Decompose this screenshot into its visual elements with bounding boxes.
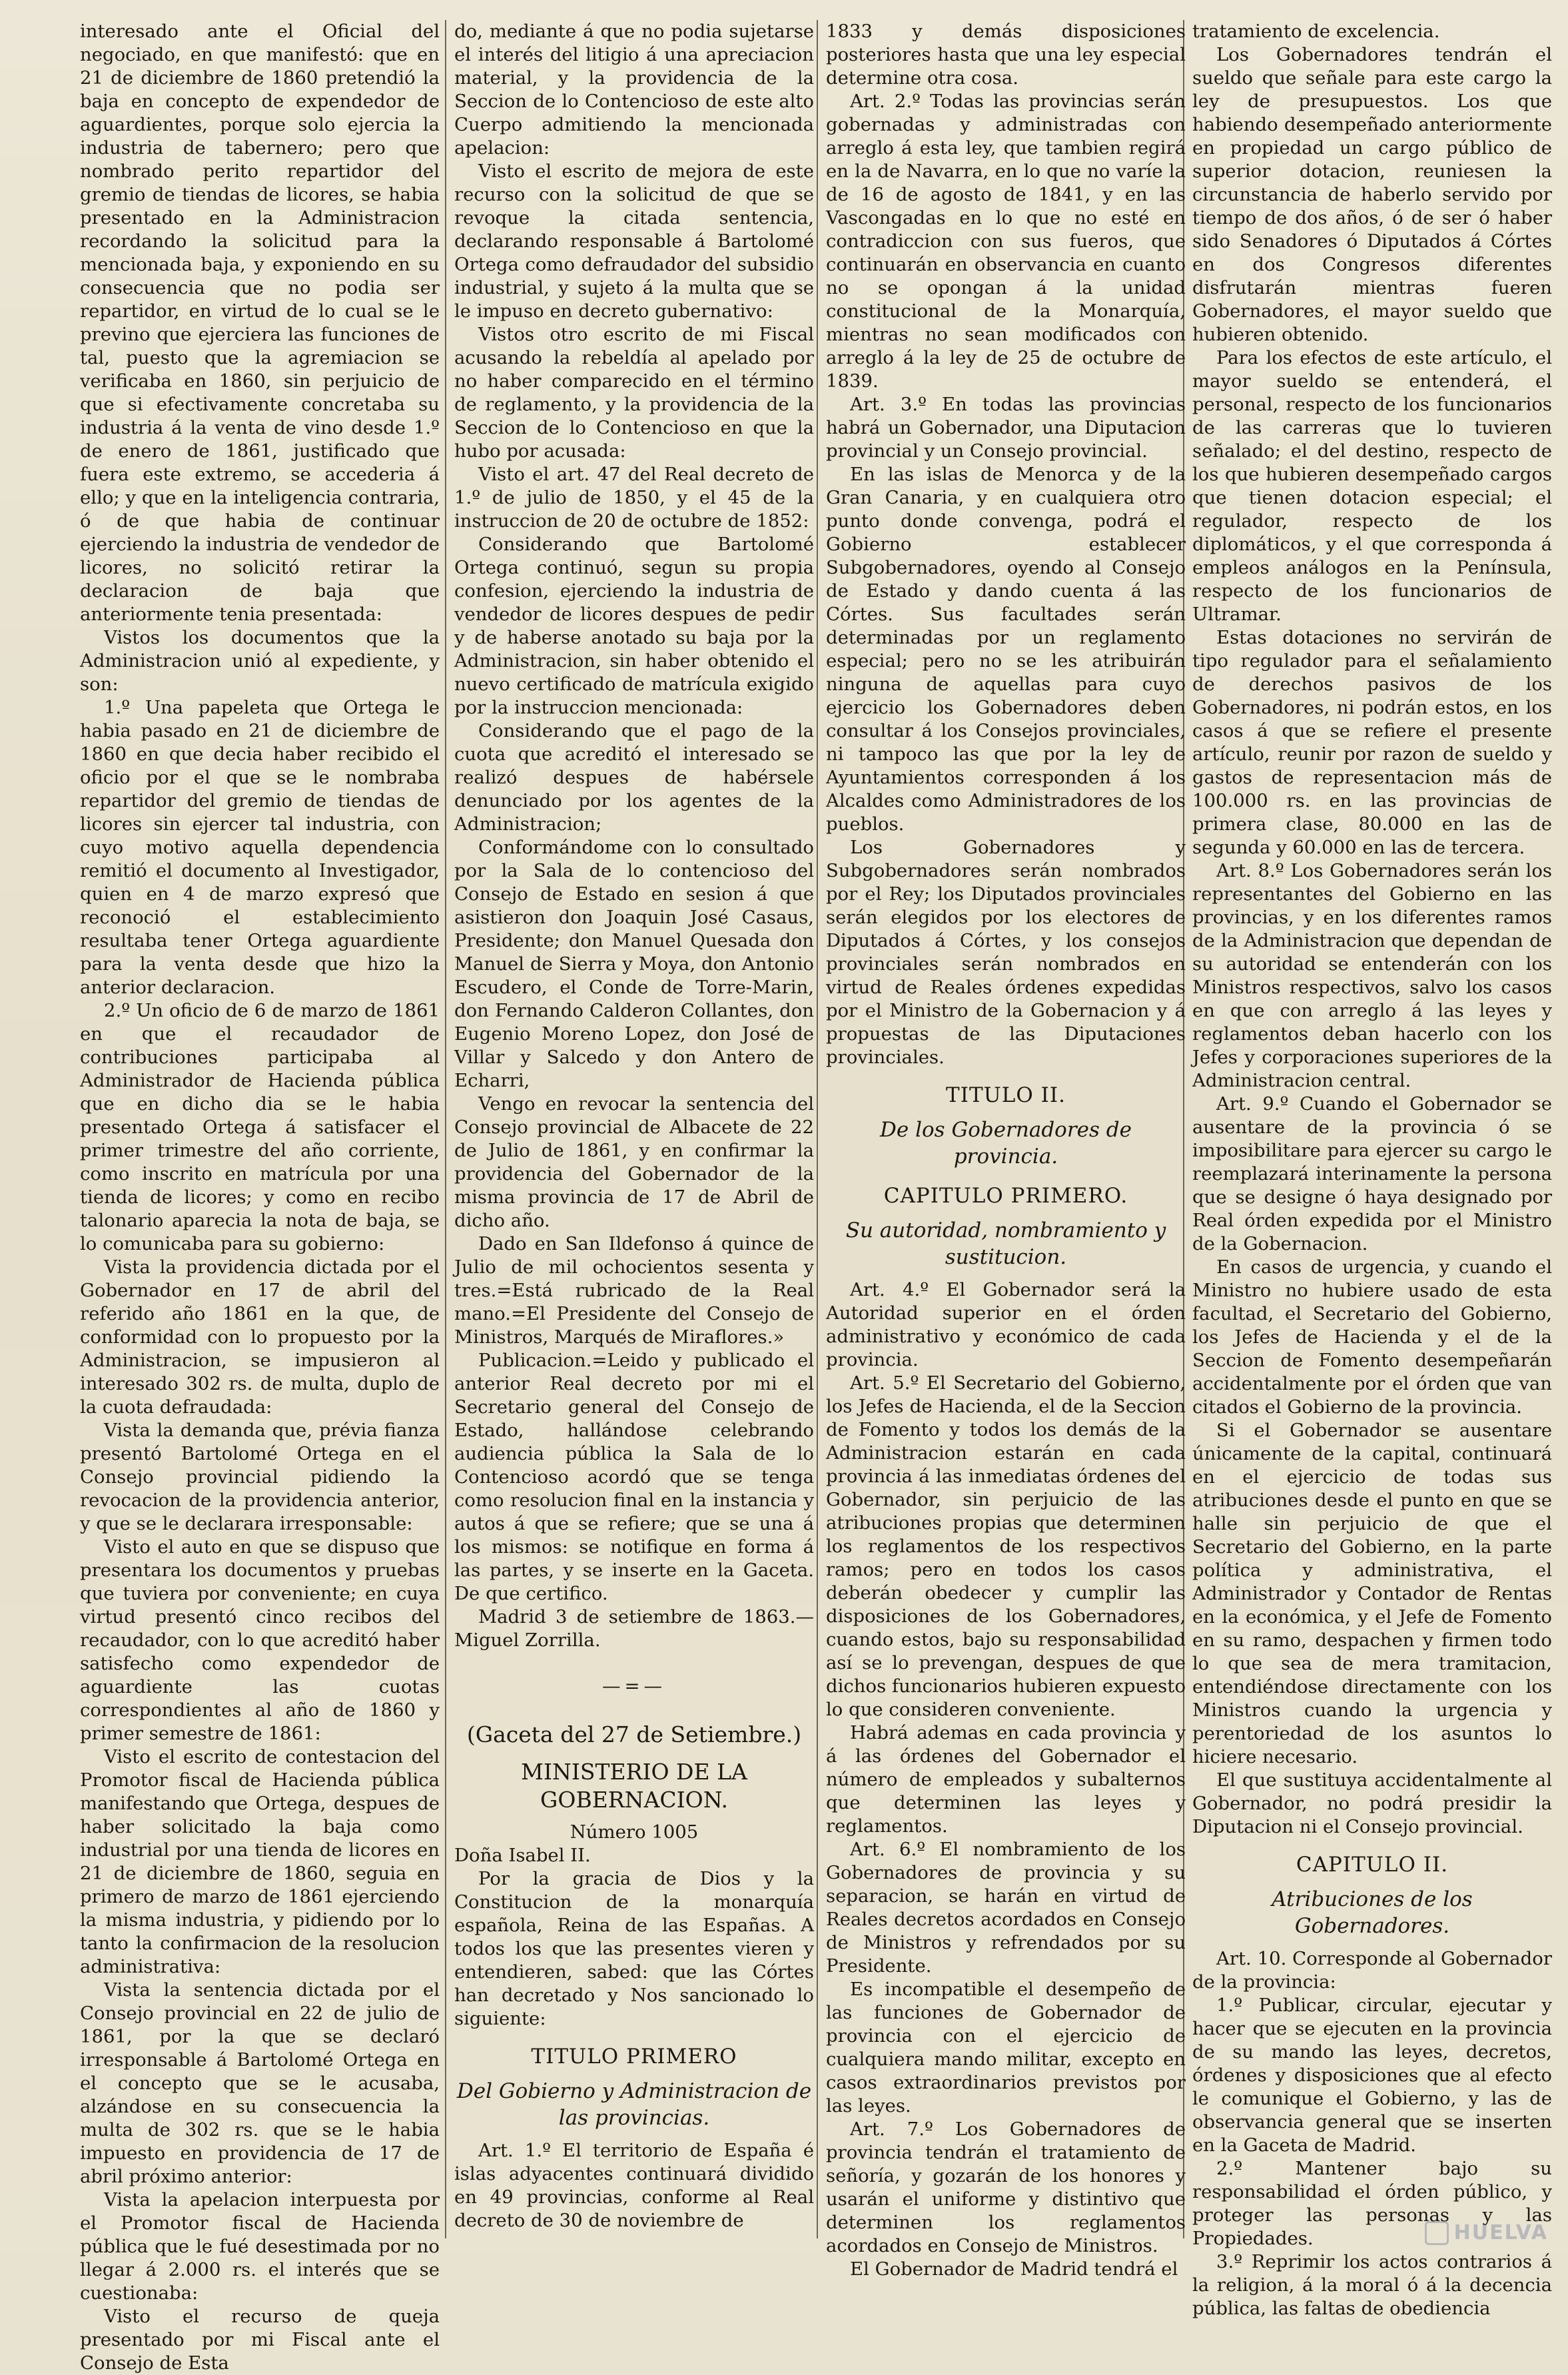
- paragraph: Visto el art. 47 del Real decreto de 1.º de julio de 1850, y el 45 de la instruccion de 20 de octubre de 1852:: [454, 464, 814, 532]
- paragraph: Visto el recurso de queja presentado por mi Fiscal ante el Consejo de Esta: [80, 2306, 440, 2374]
- section-heading: MINISTERIO DE LA GOBERNACION.: [521, 1759, 747, 1813]
- section-subheading: Atribuciones de los Gobernadores.: [1272, 1887, 1473, 1938]
- section-subheading: Del Gobierno y Administracion de las provincias.: [456, 2079, 812, 2130]
- paragraph: Publicacion.=Leido y publicado el anterior Real decreto por mi el Secretario general del Consejo de Estado, hallándose celebrando audiencia pública la Sala de lo Contencioso acordó que se tenga como resolucion final en la instancia y autos á que se refiere; que se una á los mismos: se notifique en forma á las partes, y se inserte en la Gaceta. De que certifico.: [454, 1350, 814, 1604]
- section-heading: (Gaceta del 27 de Setiembre.): [466, 1721, 802, 1747]
- paragraph: Visto el escrito de mejora de este recurso con la solicitud de que se revoque la citada sentencia, declarando responsable á Bartolomé Ortega como defraudador del subsidio industrial, y sujeto á la multa que se le impuso en decreto gubernativo:: [454, 161, 814, 322]
- paragraph: Estas dotaciones no servirán de tipo regulador para el señalamiento de derechos pasivos de los Gobernadores, ni podrán estos, en los casos á que se refiere el presente artículo, reunir por razon de sueldo y gastos de representacion más de 100.000 rs. en las provincias de primera clase, 80.000 en las de segunda y 60.000 en las de tercera.: [1192, 627, 1552, 858]
- text-column-1: [80, 20, 440, 2375]
- library-watermark: [1425, 2221, 1548, 2246]
- section-subheading: De los Gobernadores de provincia.: [880, 1118, 1132, 1169]
- text-column-4: [1192, 20, 1552, 2320]
- paragraph: Conformándome con lo consultado por la Sala de lo contencioso del Consejo de Estado en sesion á que asistieron don Joaquin José Casaus, Presidente; don Manuel Quesada don Manuel de Sierra y Moya, don Antonio Escudero, el Conde de Torre-Marin, don Fernando Calderon Collantes, don Eugenio Moreno Lopez, don José de Villar y Salcedo y don Antero de Echarri,: [454, 837, 814, 1091]
- watermark-logo-icon: [1425, 2221, 1449, 2245]
- paragraph: El que sustituya accidentalmente al Gobernador, no podrá presidir la Diputacion ni el Consejo provincial.: [1192, 1769, 1552, 1837]
- column-rule: [445, 20, 446, 2238]
- paragraph: tratamiento de excelencia.: [1192, 21, 1440, 42]
- titulo-heading: TITULO PRIMERO: [531, 2045, 737, 2069]
- paragraph: 2.º Un oficio de 6 de marzo de 1861 en que el recaudador de contribuciones participaba al Administrador de Hacienda pública que en dicho dia se le habia presentado Ortega á satisfacer el primer trimestre del año corriente, como inscrito en matrícula por una tienda de licores; y como en recibo talonario aparecia la nota de baja, se lo comunicaba para su gobierno:: [80, 1000, 440, 1254]
- paragraph: Art. 10. Corresponde al Gobernador de la provincia:: [1192, 1948, 1552, 1993]
- paragraph: do, mediante á que no podia sujetarse el interés del litigio á una apreciacion material, y la providencia de la Seccion de lo Contencioso de este alto Cuerpo admitiendo la mencionada apelacion:: [454, 21, 814, 159]
- section-subheading: Su autoridad, nombramiento y sustitucion.: [845, 1218, 1166, 1269]
- paragraph: Considerando que el pago de la cuota que acreditó el interesado se realizó despues de habérsele denunciado por los agentes de la Administracion;: [454, 720, 814, 835]
- titulo-heading: CAPITULO II.: [1296, 1853, 1449, 1877]
- watermark-text: HUELVA: [1453, 2220, 1548, 2244]
- paragraph: Dado en San Ildefonso á quince de Julio de mil ochocientos sesenta y tres.=Está rubricado de la Real mano.=El Presidente del Consejo de Ministros, Marqués de Miraflores.»: [454, 1233, 814, 1348]
- paragraph: Art. 6.º El nombramiento de los Gobernadores de provincia y su separacion, se harán en virtud de Reales decretos acordados en Consejo de Ministros y refrendados por su Presidente.: [826, 1839, 1186, 1977]
- paragraph: Art. 2.º Todas las provincias serán gobernadas y administradas con arreglo á esta ley, que tambien regirá en la de Navarra, en lo que no varíe la de 16 de agosto de 1841, y en las Vascongadas en lo que no esté en contradiccion con sus fueros, que continuarán en observancia en cuanto no se opongan á la unidad constitucional de la Monarquía, mientras no sean modificados con arreglo á la ley de 25 de octubre de 1839.: [826, 91, 1186, 392]
- titulo-heading: TITULO II.: [946, 1083, 1066, 1107]
- paragraph: En las islas de Menorca y de la Gran Canaria, y en cualquiera otro punto donde convenga, podrá el Gobierno establecer Subgobernadores, oyendo al Consejo de Estado y dando cuenta á las Córtes. Sus facultades serán determinadas por un reglamento especial; pero no se les atribuirán ninguna de aquellas para cuyo ejercicio los Gobernadores deben consultar á los Consejos provinciales, ni tampoco las que por la ley de Ayuntamientos corresponden á los Alcaldes como Administradores de los pueblos.: [826, 464, 1186, 835]
- paragraph: Art. 5.º El Secretario del Gobierno, los Jefes de Hacienda, el de la Seccion de Fomento y todos los demás de la Administracion estarán en cada provincia á las inmediatas órdenes del Gobernador, sin perjuicio de las atribuciones propias que determinen los reglamentos de los respectivos ramos; pero en todos los casos deberán obedecer y cumplir las disposiciones de los Gobernadores, cuando estos, bajo su responsabilidad así se lo prevengan, despues de que dichos funcionarios hubieren expuesto lo que consideren conveniente.: [826, 1372, 1186, 1720]
- paragraph: Para los efectos de este artículo, el mayor sueldo se entenderá, el personal, respecto de los funcionarios de las carreras que lo tuvieren señalado; el del destino, respecto de los que hubieren desempeñado cargos que tienen dotacion especial; el regulador, respecto de los diplomáticos, y el que corresponda á empleos análogos en la Península, respecto de los funcionarios de Ultramar.: [1192, 347, 1552, 625]
- paragraph: Los Gobernadores y Subgobernadores serán nombrados por el Rey; los Diputados provinciales serán elegidos por los electores de Diputados á Córtes, y los consejos provinciales serán nombrados en virtud de Reales órdenes expedidas por el Ministro de la Gobernacion y á propuestas de las Diputaciones provinciales.: [826, 837, 1186, 1068]
- paragraph: En casos de urgencia, y cuando el Ministro no hubiere usado de esta facultad, el Secretario del Gobierno, los Jefes de Hacienda y el de la Seccion de Fomento desempeñarán accidentalmente por el órden que van citados el Gobierno de la provincia.: [1192, 1256, 1552, 1418]
- titulo-heading: CAPITULO PRIMERO.: [883, 1184, 1128, 1208]
- paragraph: El Gobernador de Madrid tendrá el: [850, 2258, 1178, 2280]
- paragraph: Vista la apelacion interpuesta por el Promotor fiscal de Hacienda pública que le fué desestimada por no llegar á 2.000 rs. el interés que se cuestionaba:: [80, 2189, 440, 2304]
- paragraph: Doña Isabel II.: [454, 1845, 591, 1866]
- paragraph: 2.º Mantener bajo su responsabilidad el órden público, y proteger las personas y las Propiedades.: [1192, 2158, 1552, 2249]
- paragraph: Vistos los documentos que la Administracion unió al expediente, y son:: [80, 627, 440, 695]
- paragraph: Art. 9.º Cuando el Gobernador se ausentare de la provincia ó se imposibilitare para ejercer su cargo le reemplazará interinamente la persona que se designe ó haya designado por Real órden expedida por el Ministro de la Gobernacion.: [1192, 1093, 1552, 1254]
- paragraph: 1833 y demás disposiciones posteriores hasta que una ley especial determine otra cosa.: [826, 21, 1186, 89]
- decree-number: Número 1005: [570, 1821, 699, 1843]
- paragraph: Los Gobernadores tendrán el sueldo que señale para este cargo la ley de presupuestos. Los que habiendo desempeñado anteriormente en propiedad un cargo público de superior dotacion, reuniesen la circunstancia de haberlo servido por tiempo de dos años, ó de ser ó haber sido Senadores ó Diputados á Córtes en dos Congresos diferentes disfrutarán mientras fueren Gobernadores, el mayor sueldo que hubieren obtenido.: [1192, 44, 1552, 345]
- paragraph: Vista la sentencia dictada por el Consejo provincial en 22 de julio de 1861, por la que se declaró irresponsable á Bartolomé Ortega en el concepto que se le acusaba, alzándose en su consecuencia la multa de 302 rs. que se le habia impuesto en providencia de 17 de abril próximo anterior:: [80, 1979, 440, 2187]
- paragraph: Art. 4.º El Gobernador será la Autoridad superior en el órden administrativo y económico de cada provincia.: [826, 1279, 1186, 1370]
- paragraph: Visto el escrito de contestacion del Promotor fiscal de Hacienda pública manifestando que Ortega, despues de haber solicitado la baja como industrial por una tienda de licores en 21 de diciembre de 1860, seguia en primero de marzo de 1861 ejerciendo la misma industria, y pidiendo por lo tanto la confirmacion de la resolucion administrativa:: [80, 1746, 440, 1977]
- text-column-2: [454, 20, 814, 2232]
- paragraph: 1.º Publicar, circular, ejecutar y hacer que se ejecuten en la provincia de su mando las leyes, decretos, órdenes y disposiciones que al efecto le comunique el Gobierno, y las de observancia general que se inserten en la Gaceta de Madrid.: [1192, 1995, 1552, 2156]
- paragraph: Madrid 3 de setiembre de 1863.—Miguel Zorrilla.: [454, 1606, 814, 1651]
- paragraph: interesado ante el Oficial del negociado, en que manifestó: que en 21 de diciembre de 1860 pretendió la baja en concepto de expendedor de aguardientes, porque solo ejercia la industria de tabernero; pero que nombrado perito repartidor del gremio de tiendas de licores, se habia presentado en la Administracion recordando la solicitud para la mencionada baja, y exponiendo en su consecuencia que no podia ser repartidor, en virtud de lo cual se le previno que ejerciera las funciones de tal, puesto que la agremiacion se verificaba en 1860, sin perjuicio de que si efectivamente concretaba su industria á la venta de vino desde 1.º de enero de 1861, justificado que fuera este extremo, se accederia á ello; y que en la inteligencia contraria, ó de que habia de continuar ejerciendo la industria de vendedor de licores, no solicitó retirar la declaracion de baja que anteriormente tenia presentada:: [80, 21, 440, 625]
- paragraph: Art. 1.º El territorio de España é islas adyacentes continuará dividido en 49 provincias, conforme al Real decreto de 30 de noviembre de: [454, 2140, 814, 2231]
- paragraph: Vengo en revocar la sentencia del Consejo provincial de Albacete de 22 de Julio de 1861, y en confirmar la providencia del Gobernador de la misma provincia de 17 de Abril de dicho año.: [454, 1093, 814, 1231]
- separator: —=—: [601, 1675, 667, 1697]
- paragraph: 1.º Una papeleta que Ortega le habia pasado en 21 de diciembre de 1860 en que decia haber recibido el oficio por el que se le nombraba repartidor del gremio de tiendas de licores sin ejercer tal industria, con cuyo motivo aquella dependencia remitió el documento al Investigador, quien en 4 de marzo expresó que reconoció el establecimiento resultaba tener Ortega aguardiente para la venta desde que hizo la anterior declaracion.: [80, 697, 440, 998]
- text-column-3: [826, 20, 1186, 2281]
- paragraph: Visto el auto en que se dispuso que presentara los documentos y pruebas que tuviera por conveniente; en cuya virtud presentó cinco recibos del recaudador, con lo que acreditó haber satisfecho como expendedor de aguardiente las cuotas correspondientes al año de 1860 y primer semestre de 1861:: [80, 1536, 440, 1744]
- paragraph: Por la gracia de Dios y la Constitucion de la monarquía española, Reina de las Españas. A todos los que las presentes vieren y entendieren, sabed: que las Córtes han decretado y Nos sancionado lo siguiente:: [454, 1868, 814, 2029]
- paragraph: Es incompatible el desempeño de las funciones de Gobernador de provincia con el ejercicio de cualquiera mando militar, excepto en casos extraordinarios previstos por las leyes.: [826, 1979, 1186, 2117]
- paragraph: 3.º Reprimir los actos contrarios á la religion, á la moral ó á la decencia pública, las faltas de obediencia: [1192, 2251, 1552, 2319]
- paragraph: Art. 8.º Los Gobernadores serán los representantes del Gobierno en las provincias, y en los diferentes ramos de la Administracion que dependan de su autoridad se entenderán con los Ministros respectivos, salvo los casos en que con arreglo á las leyes y reglamentos deban hacerlo con los Jefes y corporaciones superiores de la Administracion central.: [1192, 860, 1552, 1091]
- paragraph: Art. 7.º Los Gobernadores de provincia tendrán el tratamiento de señoría, y gozarán de los honores y usarán el uniforme y distintivo que determinen los reglamentos acordados en Consejo de Ministros.: [826, 2119, 1186, 2256]
- paragraph: Art. 3.º En todas las provincias habrá un Gobernador, una Diputacion provincial y un Consejo provincial.: [826, 394, 1186, 462]
- paragraph: Vistos otro escrito de mi Fiscal acusando la rebeldía al apelado por no haber comparecido en el término de reglamento, y la providencia de la Seccion de lo Contencioso en que la hubo por acusada:: [454, 324, 814, 462]
- paragraph: Considerando que Bartolomé Ortega continuó, segun su propia confesion, ejerciendo la industria de vendedor de licores despues de pedir y de haberse anotado su baja por la Administracion, sin haber obtenido el nuevo certificado de matrícula exigido por la instruccion mencionada:: [454, 534, 814, 718]
- paragraph: Habrá ademas en cada provincia y á las órdenes del Gobernador el número de empleados y subalternos que determinen las leyes y reglamentos.: [826, 1722, 1186, 1837]
- paragraph: Vista la providencia dictada por el Gobernador en 17 de abril del referido año 1861 en la que, de conformidad con lo propuesto por la Administracion, se impusieron al interesado 302 rs. de multa, duplo de la cuota defraudada:: [80, 1256, 440, 1418]
- column-rule: [817, 20, 818, 2238]
- paragraph: Vista la demanda que, prévia fianza presentó Bartolomé Ortega en el Consejo provincial pidiendo la revocacion de la providencia anterior, y que se le declarara irresponsable:: [80, 1420, 440, 1534]
- paragraph: Si el Gobernador se ausentare únicamente de la capital, continuará en el ejercicio de todas sus atribuciones desde el punto en que se halle sin perjuicio de que el Secretario del Gobierno, en la parte política y administrativa, el Administrador y Contador de Rentas en la económica, y el Jefe de Fomento en su ramo, despachen y firmen todo lo que sea de mera tramitacion, entendiéndose directamente con los Ministros cuando la urgencia y perentoriedad de los asuntos lo hiciere necesario.: [1192, 1420, 1552, 1767]
